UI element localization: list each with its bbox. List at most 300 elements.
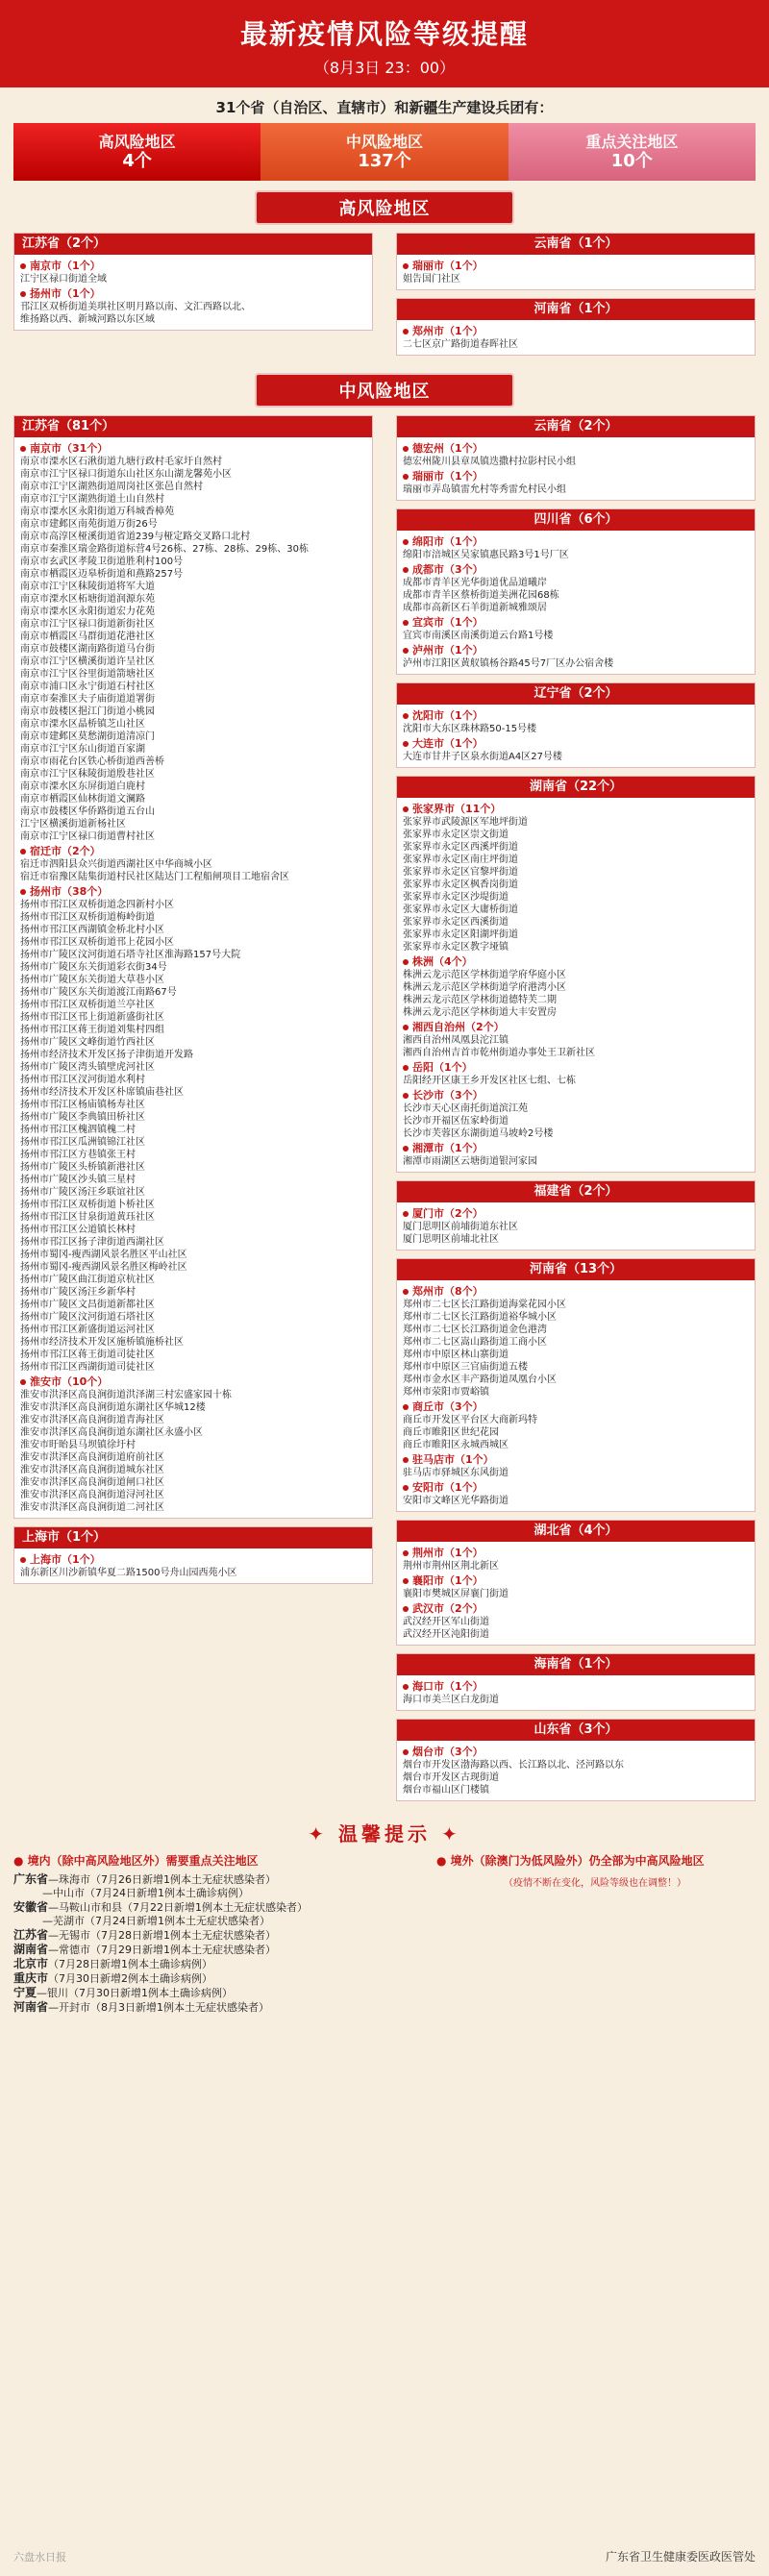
- tip-text: （7月30日新增2例本土确诊病例）: [48, 1972, 213, 1985]
- tip-city: —中山市: [42, 1887, 85, 1899]
- tip-city: —珠海市: [48, 1873, 91, 1886]
- area-line: 长沙市天心区南托街道滨江苑: [403, 1103, 528, 1114]
- tip-text: （7月30日新增1例本土确诊病例）: [68, 1987, 234, 1999]
- city-name: 湘西自治州（2个）: [412, 1021, 505, 1033]
- city-name: 瑞丽市（1个）: [412, 260, 484, 272]
- area-line: 德宏州陇川县章凤镇迭撒村拉影村民小组: [403, 457, 576, 467]
- city-header: [403, 1453, 749, 1467]
- city-name: 大连市（1个）: [412, 737, 484, 750]
- area-line: 扬州市广陵区汤汪乡新华村: [20, 1287, 136, 1298]
- province-box: [396, 1653, 756, 1711]
- province-box: [396, 776, 756, 1173]
- province-header: 河南省（1个）: [397, 299, 755, 320]
- city-name: 驻马店市（1个）: [412, 1453, 494, 1466]
- area-line: 淮安市洪泽区高良涧街道青海社区: [20, 1415, 164, 1425]
- bullet-icon: [403, 1289, 409, 1295]
- area-line: 南京市江宁区秣陵街道殷巷社区: [20, 769, 155, 780]
- mid-risk-left-column: [13, 415, 373, 1809]
- province-box: [396, 682, 756, 768]
- bullet-icon: ●: [436, 1854, 451, 1868]
- area-line: 商丘市睢阳区世纪花园: [403, 1427, 499, 1438]
- area-line: 扬州市经济技术开发区施桥镇施桥社区: [20, 1337, 184, 1348]
- area-line: 淮安市洪泽区高良涧街道浔河社区: [20, 1490, 164, 1500]
- risk-level-summary: [13, 123, 756, 181]
- watermark: 六盘水日报: [13, 2551, 66, 2564]
- area-line: 株洲云龙示范区学林街道德特芙二期: [403, 995, 557, 1005]
- high-risk-left-column: [13, 233, 373, 363]
- area-line: 南京市溧水区柘塘街道润源东苑: [20, 594, 155, 605]
- area-line: 张家界市永定区教字垭镇: [403, 942, 509, 953]
- summary-text: 31个省（自治区、直辖市）和新疆生产建设兵团有：: [215, 99, 554, 116]
- bullet-icon: [403, 1146, 409, 1152]
- city-name: 岳阳（1个）: [412, 1061, 473, 1074]
- province-header: 云南省（1个）: [397, 234, 755, 255]
- area-line: 邗江区双桥街道美琪社区明月路以南、文汇西路以北、: [20, 302, 251, 312]
- area-line: 南京市江宁区秣陵街道将军大道: [20, 582, 155, 592]
- tips-note: （疫情不断在变化，风险等级也在调整！）: [504, 1878, 686, 1889]
- area-line: 商丘市开发区平台区大商新玛特: [403, 1415, 537, 1425]
- area-line: 扬州市蜀冈-瘦西湖风景名胜区平山社区: [20, 1250, 187, 1260]
- bullet-icon: [403, 1550, 409, 1556]
- area-line: 成都市青羊区光华街道优品道曦岸: [403, 578, 547, 588]
- tip-item: [13, 1986, 427, 2000]
- city-name: 武汉市（2个）: [412, 1602, 484, 1615]
- city-header: [403, 803, 749, 816]
- province-box: [396, 1180, 756, 1251]
- focus-area-count: [509, 123, 756, 181]
- area-line: 张家界市武陵源区军地坪街道: [403, 817, 528, 828]
- area-line: 南京市江宁区湖熟街道土山自然村: [20, 494, 164, 505]
- area-line: 张家界市永定区枫香岗街道: [403, 879, 518, 890]
- city-name: 厦门市（2个）: [412, 1207, 484, 1220]
- bullet-icon: [403, 1093, 409, 1099]
- area-line: 扬州市邗江区槐泗镇槐二村: [20, 1125, 136, 1135]
- city-header: [403, 737, 749, 751]
- bullet-icon: [20, 1379, 26, 1385]
- city-header: [403, 1207, 749, 1221]
- area-line: 张家界市永定区沙堤街道: [403, 892, 509, 903]
- warning-icon: ✦: [308, 1822, 329, 1845]
- area-line: 驻马店市驿城区东风街道: [403, 1468, 509, 1478]
- city-header: [403, 260, 749, 273]
- area-line: 维扬路以西、新城河路以东区域: [20, 314, 155, 325]
- area-line: 南京市江宁区横溪街道许呈社区: [20, 656, 155, 667]
- province-box: [396, 298, 756, 356]
- area-line: 郑州市二七区长江路街道裕华城小区: [403, 1312, 557, 1323]
- area-line: 南京市鼓楼区华侨路街道五台山: [20, 806, 155, 817]
- area-line: 南京市溧水区石湫街道九塘行政村毛家圩自然村: [20, 457, 222, 467]
- area-line: 张家界市永定区阳湖坪街道: [403, 929, 518, 940]
- area-line: 姐告国门社区: [403, 274, 460, 285]
- tips-title: [240, 1819, 529, 1846]
- city-header: [403, 1285, 749, 1299]
- area-line: 扬州市邗江区甘泉街道黄珏社区: [20, 1212, 155, 1223]
- city-name: 张家界市（11个）: [412, 803, 502, 815]
- area-line: 扬州市邗江区蒋王街道刘集村四组: [20, 1025, 164, 1035]
- province-body: [397, 320, 755, 355]
- bullet-icon: [403, 1485, 409, 1491]
- area-line: 郑州市二七区长江路街道金色港湾: [403, 1325, 547, 1335]
- area-line: 南京市溧水区东屏街道白鹿村: [20, 781, 145, 792]
- city-header: [403, 535, 749, 549]
- city-header: [403, 1547, 749, 1560]
- province-header: 湖南省（22个）: [397, 777, 755, 798]
- area-line: 扬州市邗江区双桥街道念四新村小区: [20, 900, 174, 910]
- bullet-icon: [403, 539, 409, 545]
- area-line: 张家界市永定区西溪街道: [403, 917, 509, 928]
- bullet-icon: [403, 1749, 409, 1755]
- area-line: 烟台市开发区渤海路以西、长江路以北、泾河路以东: [403, 1760, 624, 1771]
- area-line: 郑州市二七区嵩山路街道工商小区: [403, 1337, 547, 1348]
- update-date: （8月3日 23：00）: [313, 59, 456, 77]
- area-line: 南京市溧水区永阳街道宏力花苑: [20, 607, 155, 617]
- province-header: 山东省（3个）: [397, 1720, 755, 1741]
- high-risk-label: 高风险地区: [98, 133, 176, 151]
- city-name: 南京市（1个）: [30, 260, 101, 272]
- bullet-icon: [403, 806, 409, 812]
- area-line: 南京市江宁区东山街道百家湖: [20, 744, 145, 755]
- city-header: [403, 1602, 749, 1616]
- province-header: 江苏省（81个）: [14, 416, 372, 437]
- area-line: 扬州市邗江区新盛街道运河社区: [20, 1325, 155, 1335]
- tip-province: 北京市: [13, 1957, 49, 1970]
- footer-source: 广东省卫生健康委医政医管处: [605, 2550, 756, 2564]
- area-line: 南京市栖霞区迈皋桥街道和燕路257号: [20, 569, 184, 580]
- tip-item: [13, 1872, 427, 1887]
- bullet-icon: ●: [13, 1854, 28, 1868]
- area-line: 江宁区禄口街道全域: [20, 274, 107, 285]
- tip-item: [13, 1971, 427, 1986]
- city-name: 上海市（1个）: [30, 1553, 101, 1566]
- tip-city: —常德市: [48, 1944, 91, 1956]
- city-name: 郑州市（1个）: [412, 325, 484, 337]
- area-line: 南京市雨花台区铁心桥街道西善桥: [20, 756, 164, 767]
- area-line: 南京市浦口区永宁街道石村社区: [20, 681, 155, 692]
- province-header: 四川省（6个）: [397, 509, 755, 531]
- page-title: 最新疫情风险等级提醒: [239, 18, 529, 50]
- area-line: 南京市建邺区南苑街道万街26号: [20, 519, 158, 530]
- focus-area-label: 重点关注地区: [585, 133, 679, 151]
- area-line: 张家界市永定区西溪坪街道: [403, 842, 518, 853]
- city-header: [403, 470, 749, 483]
- focus-area-number: 10个: [610, 151, 653, 171]
- area-line: 南京市江宁区禄口街道新街社区: [20, 619, 155, 630]
- area-line: 扬州市邗江区蒋王街道司徒社区: [20, 1350, 155, 1360]
- area-line: 襄阳市樊城区屏襄门街道: [403, 1589, 509, 1599]
- area-line: 南京市秦淮区夫子庙街道道署街: [20, 694, 155, 705]
- area-line: 武汉经开区军山街道: [403, 1617, 489, 1627]
- tips-overseas: [427, 1852, 754, 2015]
- province-box: [396, 1719, 756, 1801]
- city-header: [403, 325, 749, 338]
- area-line: 淮安市洪泽区高良涧街道洪泽湖三村宏盛家园十栋: [20, 1390, 232, 1400]
- area-line: 扬州市经济技术开发区扬子津街道开发路: [20, 1050, 193, 1060]
- tip-item: [13, 1915, 427, 1928]
- area-line: 扬州市广陵区文昌街道新都社区: [20, 1300, 155, 1310]
- city-name: 成都市（3个）: [412, 563, 484, 576]
- tip-item: [13, 1887, 427, 1900]
- mid-risk-number: 137个: [358, 151, 411, 171]
- city-name: 湘潭市（1个）: [412, 1142, 484, 1154]
- bullet-icon: [403, 567, 409, 573]
- area-line: 泸州市江阳区黄舣镇杨谷路45号7厂区办公宿舍楼: [403, 658, 614, 669]
- area-line: 淮安市洪泽区高良涧街道城东社区: [20, 1465, 164, 1475]
- area-line: 扬州市邗江区汊河街道水利村: [20, 1075, 145, 1085]
- area-line: 成都市青羊区蔡桥街道美洲花园68栋: [403, 590, 559, 601]
- bullet-icon: [20, 291, 26, 297]
- tip-province: 河南省: [13, 2000, 49, 2014]
- area-line: 株洲云龙示范区学林街道大丰安置房: [403, 1007, 557, 1018]
- area-line: 张家界市永定区大庸桥街道: [403, 904, 518, 915]
- tips-title-text: 温馨提示: [338, 1822, 431, 1845]
- area-line: 南京市玄武区孝陵卫街道胜利村100号: [20, 557, 184, 567]
- city-name: 郑州市（8个）: [412, 1285, 484, 1298]
- city-name: 商丘市（3个）: [412, 1400, 484, 1413]
- city-header: [403, 1142, 749, 1155]
- city-name: 扬州市（1个）: [30, 287, 101, 300]
- city-header: [20, 287, 366, 301]
- city-name: 德宏州（1个）: [412, 442, 484, 455]
- bullet-icon: [403, 620, 409, 626]
- area-line: 扬州市广陵区东关街道渡江南路67号: [20, 987, 177, 998]
- tip-text: （8月3日新增1例本土无症状感染者）: [90, 2001, 270, 2014]
- province-body: [14, 1548, 372, 1583]
- area-line: 扬州市广陵区东关街道彩衣街34号: [20, 962, 167, 973]
- area-line: 瑞丽市弄岛镇雷允村等秀雷允村民小组: [403, 484, 566, 495]
- province-header: 海南省（1个）: [397, 1654, 755, 1675]
- mid-risk-label: 中风险地区: [345, 133, 423, 151]
- area-line: 绵阳市涪城区吴家镇惠民路3号1号厂区: [403, 550, 569, 560]
- city-name: 安阳市（1个）: [412, 1481, 484, 1494]
- area-line: 成都市高新区石羊街道新城雅颂居: [403, 603, 547, 613]
- tip-province: 重庆市: [13, 1971, 49, 1985]
- tip-city: —银川: [37, 1987, 69, 1999]
- area-line: 株洲云龙示范区学林街道学府华庭小区: [403, 970, 566, 980]
- area-line: 宿迁市宿豫区陆集街道村民社区陆达门工程船闸项目工地宿舍区: [20, 872, 289, 882]
- area-line: 海口市美兰区白龙街道: [403, 1695, 499, 1705]
- area-line: 二七区京广路街道春晖社区: [403, 339, 518, 350]
- mid-risk-columns: [0, 415, 769, 1809]
- tip-province: 广东省: [13, 1872, 49, 1886]
- province-body: [397, 798, 755, 1172]
- city-name: 烟台市（3个）: [412, 1746, 484, 1758]
- province-header: 辽宁省（2个）: [397, 683, 755, 705]
- province-header: 上海市（1个）: [14, 1527, 372, 1548]
- city-header: [403, 1574, 749, 1588]
- area-line: 烟台市福山区门楼镇: [403, 1785, 489, 1796]
- province-box: [396, 233, 756, 290]
- area-line: 湘潭市雨湖区云塘街道银河家园: [403, 1156, 537, 1167]
- area-line: 宜宾市南溪区南溪街道云台路1号楼: [403, 631, 554, 641]
- area-line: 淮安市洪泽区高良涧街道东湖社区永盛小区: [20, 1427, 203, 1438]
- area-line: 扬州市邗江区双桥街道邗上花园小区: [20, 937, 174, 948]
- province-body: [397, 1741, 755, 1800]
- tip-city: —开封市: [48, 2001, 91, 2014]
- city-name: 海口市（1个）: [412, 1680, 484, 1693]
- tip-item: [13, 1900, 427, 1915]
- area-line: 扬州市广陵区李典镇田桥社区: [20, 1112, 145, 1123]
- area-line: 扬州市广陵区湾头镇壁虎河社区: [20, 1062, 155, 1073]
- bullet-icon: [403, 1578, 409, 1584]
- city-header: [403, 1746, 749, 1759]
- bullet-icon: [403, 1211, 409, 1217]
- province-header: 河南省（13个）: [397, 1259, 755, 1280]
- header: [0, 0, 769, 87]
- area-line: 扬州市邗江区双桥街道梅岭街道: [20, 912, 155, 923]
- city-header: [20, 885, 366, 899]
- tips-section: [0, 1852, 769, 2015]
- area-line: 厦门思明区前埔北社区: [403, 1234, 499, 1245]
- bullet-icon: [403, 1684, 409, 1690]
- province-header: 湖北省（4个）: [397, 1521, 755, 1542]
- city-name: 扬州市（38个）: [30, 885, 109, 898]
- province-body: [14, 437, 372, 1518]
- area-line: 张家界市永定区南庄坪街道: [403, 855, 518, 865]
- province-body: [397, 1542, 755, 1645]
- city-header: [403, 955, 749, 969]
- high-risk-count: [13, 123, 260, 181]
- province-header: 云南省（2个）: [397, 416, 755, 437]
- city-name: 长沙市（3个）: [412, 1089, 484, 1102]
- area-line: 扬州市邗江区双桥街道卜桥社区: [20, 1200, 155, 1210]
- city-header: [403, 1089, 749, 1102]
- bullet-icon: [403, 474, 409, 480]
- area-line: 扬州市邗江区杨庙镇杨寿社区: [20, 1100, 145, 1110]
- area-line: 厦门思明区前埔街道东社区: [403, 1222, 518, 1232]
- area-line: 郑州市二七区长江路街道海棠花园小区: [403, 1300, 566, 1310]
- area-line: 宿迁市泗阳县众兴街道西湖社区中华商城小区: [20, 859, 212, 870]
- province-body: [397, 1202, 755, 1250]
- tip-text: （7月26日新增1例本土无症状感染者）: [90, 1873, 277, 1886]
- area-line: 南京市江宁区谷里街道箭塘社区: [20, 669, 155, 680]
- city-header: [403, 442, 749, 456]
- tip-city: —马鞍山市和县: [48, 1901, 123, 1914]
- area-line: 扬州市蜀冈-瘦西湖风景名胜区梅岭社区: [20, 1262, 187, 1273]
- area-line: 南京市栖霞区仙林街道文澜路: [20, 794, 145, 805]
- area-line: 扬州市广陵区头桥镇新港社区: [20, 1162, 145, 1173]
- area-line: 扬州市广陵区汤汪乡联谊社区: [20, 1187, 145, 1198]
- area-line: 南京市秦淮区瑞金路街道标营4号26栋、27栋、28栋、29栋、30栋: [20, 544, 309, 555]
- bullet-icon: [20, 446, 26, 452]
- area-line: 郑州市荥阳市贾峪镇: [403, 1387, 489, 1398]
- tip-city: —芜湖市: [42, 1915, 85, 1927]
- area-line: 南京市鼓楼区湖南路街道马台街: [20, 644, 155, 655]
- area-line: 浦东新区川沙新镇华夏二路1500号舟山园西苑小区: [20, 1568, 237, 1578]
- area-line: 扬州市广陵区东关街道大草巷小区: [20, 975, 164, 985]
- area-line: 南京市溧水区晶桥镇芝山社区: [20, 719, 145, 730]
- area-line: 扬州市广陵区沙头镇三星村: [20, 1175, 136, 1185]
- city-header: [20, 442, 366, 456]
- tip-item: [13, 1928, 427, 1943]
- city-header: [20, 1553, 366, 1567]
- area-line: 长沙市开福区伍家岭街道: [403, 1116, 509, 1127]
- area-line: 南京市江宁区禄口街道东山社区东山湖龙馨苑小区: [20, 469, 232, 480]
- area-line: 淮安市洪泽区高良涧街道二河社区: [20, 1502, 164, 1513]
- province-box: [13, 1526, 373, 1584]
- tip-province: 宁夏: [13, 1986, 37, 1999]
- area-line: 长沙市芙蓉区东湖街道马坡岭2号楼: [403, 1128, 554, 1139]
- city-name: 宿迁市（2个）: [30, 845, 101, 857]
- city-header: [403, 1680, 749, 1694]
- city-header: [20, 845, 366, 858]
- tip-text: （7月28日新增1例本土确诊病例）: [48, 1958, 213, 1970]
- province-box: [396, 1520, 756, 1646]
- area-line: 岳阳经开区康王乡开发区社区七组、七栋: [403, 1076, 576, 1086]
- area-line: 湘西自治州凤凰县沱江镇: [403, 1035, 509, 1046]
- area-line: 淮安市盱眙县马坝镇徐圩村: [20, 1440, 136, 1450]
- area-line: 扬州市邗江区西湖镇金桥北村小区: [20, 925, 164, 935]
- bullet-icon: [403, 648, 409, 654]
- warning-icon: ✦: [440, 1822, 461, 1845]
- tips-domestic: [13, 1852, 427, 2015]
- city-name: 株洲（4个）: [412, 955, 473, 968]
- area-line: 南京市栖霞区马群街道花港社区: [20, 632, 155, 642]
- tip-text: （7月28日新增1例本土无症状感染者）: [90, 1929, 277, 1942]
- area-line: 湘西自治州吉首市乾州街道办事处王卫新社区: [403, 1048, 595, 1058]
- bullet-icon: [403, 1065, 409, 1071]
- mid-risk-banner: 中风险地区: [255, 373, 514, 408]
- city-header: [403, 644, 749, 657]
- province-box: [396, 1258, 756, 1512]
- tip-item: [13, 1957, 427, 1971]
- tip-province: 安徽省: [13, 1900, 49, 1914]
- area-line: 扬州市邗江区扬子津街道西湖社区: [20, 1237, 164, 1248]
- area-line: 安阳市文峰区光华路街道: [403, 1496, 509, 1506]
- tips-overseas-title: ● 境外（除澳门为低风险外）仍全部为中高风险地区: [436, 1854, 705, 1868]
- province-box: [396, 508, 756, 675]
- bullet-icon: [403, 1025, 409, 1030]
- area-line: 荆州市荆州区荆北新区: [403, 1561, 499, 1572]
- area-line: 南京市鼓楼区挹江门街道小桃园: [20, 706, 155, 717]
- province-body: [397, 531, 755, 674]
- tips-domestic-title: ● 境内（除中高风险地区外）需要重点关注地区: [13, 1854, 259, 1868]
- tip-item: [13, 2000, 427, 2015]
- province-body: [397, 1675, 755, 1710]
- area-line: 扬州市邗江区西湖街道司徒社区: [20, 1362, 155, 1373]
- area-line: 淮安市洪泽区高良涧街道东湖社区华城12楼: [20, 1402, 206, 1413]
- area-line: 淮安市洪泽区高良涧街道闸口社区: [20, 1477, 164, 1488]
- area-line: 南京市江宁区湖熟街道周岗社区张邑自然村: [20, 482, 203, 492]
- area-line: 张家界市永定区崇文街道: [403, 830, 509, 840]
- tip-item: [13, 1943, 427, 1957]
- bullet-icon: [403, 713, 409, 719]
- city-name: 南京市（31个）: [30, 442, 109, 455]
- province-body: [397, 255, 755, 289]
- area-line: 大连市甘井子区泉水街道A4区27号楼: [403, 752, 562, 762]
- tip-text: （7月24日新增1例本土确诊病例）: [85, 1887, 249, 1899]
- area-line: 扬州市广陵区曲江街道京杭社区: [20, 1275, 155, 1285]
- area-line: 扬州市邗江区瓜洲镇锦江社区: [20, 1137, 145, 1148]
- area-line: 扬州市广陵区汶河街道石塔寺社区淮海路157号大院: [20, 950, 241, 960]
- province-header: 福建省（2个）: [397, 1181, 755, 1202]
- area-line: 郑州市金水区丰产路街道凤凰台小区: [403, 1375, 557, 1385]
- city-header: [403, 616, 749, 630]
- city-name: 荆州市（1个）: [412, 1547, 484, 1559]
- area-line: 扬州市经济技术开发区朴席镇庙巷社区: [20, 1087, 184, 1098]
- mid-risk-right-column: [396, 415, 756, 1809]
- area-line: 商丘市睢阳区永城西城区: [403, 1440, 509, 1450]
- bullet-icon: [20, 1557, 26, 1563]
- city-name: 宜宾市（1个）: [412, 616, 484, 629]
- city-header: [403, 1061, 749, 1075]
- bullet-icon: [20, 889, 26, 895]
- tip-province: 江苏省: [13, 1928, 49, 1942]
- area-line: 南京市溧水区永阳街道万科城香樟苑: [20, 507, 174, 517]
- area-line: 张家界市永定区官黎坪街道: [403, 867, 518, 878]
- city-name: 泸州市（1个）: [412, 644, 484, 656]
- province-body: [14, 255, 372, 330]
- bullet-icon: [403, 1457, 409, 1463]
